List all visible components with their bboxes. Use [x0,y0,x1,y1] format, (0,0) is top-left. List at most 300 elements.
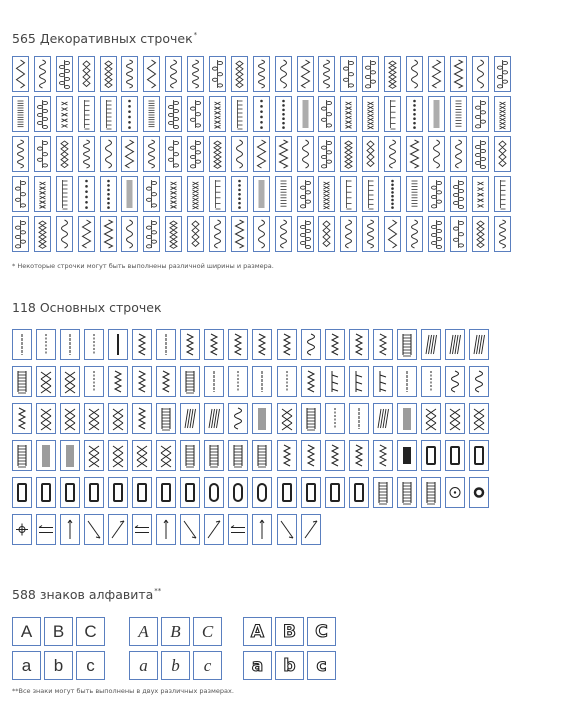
decorative-stitch-cell[interactable] [340,216,357,252]
basic-stitch-cell[interactable] [228,366,248,397]
decorative-stitch-grid [12,56,515,256]
decorative-stitch-cell[interactable] [56,56,73,92]
decorative-stitch-cell[interactable] [231,176,248,212]
letter-cell[interactable]: B [275,617,304,646]
decorative-stitch-cell[interactable] [231,136,248,172]
basic-stitch-cell[interactable] [228,403,248,434]
decorative-stitch-cell[interactable] [143,96,160,132]
letter-cell[interactable]: b [161,651,190,680]
decorative-stitch-cell[interactable] [428,136,445,172]
basic-stitch-cell[interactable] [156,366,176,397]
decorative-stitch-cell[interactable] [100,136,117,172]
decorative-stitch-cell[interactable] [187,176,204,212]
basic-stitch-cell[interactable] [325,366,345,397]
basic-stitch-cell[interactable] [156,403,176,434]
basic-stitch-cell[interactable] [12,440,32,471]
decorative-stitch-cell[interactable] [494,216,511,252]
basic-stitch-cell[interactable] [36,329,56,360]
basic-stitch-cell[interactable] [397,329,417,360]
decorative-stitch-cell[interactable] [121,176,138,212]
decorative-stitch-cell[interactable] [56,96,73,132]
basic-stitch-cell[interactable] [132,329,152,360]
decorative-stitch-cell[interactable] [187,96,204,132]
basic-stitch-cell[interactable] [84,477,104,508]
decorative-stitch-cell[interactable] [34,56,51,92]
keyhole-stitch-icon [229,478,247,507]
scallop-stitch-icon [13,137,28,171]
basic-stitch-cell[interactable] [84,366,104,397]
basic-stitch-cell[interactable] [108,366,128,397]
decorative-stitch-cell[interactable] [318,56,335,92]
decorative-stitch-cell[interactable] [187,136,204,172]
decorative-stitch-cell[interactable] [384,176,401,212]
decorative-stitch-cell[interactable] [100,176,117,212]
basic-stitch-cell[interactable] [180,329,200,360]
decorative-stitch-cell[interactable] [428,216,445,252]
decorative-stitch-cell[interactable] [56,216,73,252]
satin-stitch-icon [13,97,28,131]
decorative-stitch-cell[interactable] [12,216,29,252]
basic-stitch-cell[interactable] [156,329,176,360]
decorative-stitch-cell[interactable] [253,96,270,132]
basic-stitch-cell[interactable] [132,403,152,434]
decorative-stitch-cell[interactable] [12,96,29,132]
basic-stitch-cell[interactable] [397,440,417,471]
basic-stitch-cell[interactable] [252,403,272,434]
decorative-stitch-cell[interactable] [275,96,292,132]
decorative-stitch-cell[interactable] [56,136,73,172]
decorative-stitch-cell[interactable] [209,136,226,172]
decorative-stitch-cell[interactable] [165,176,182,212]
basic-stitch-cell[interactable] [277,329,297,360]
zigzag-stitch-icon [181,330,199,359]
decorative-stitch-cell[interactable] [340,56,357,92]
basic-stitch-cell[interactable] [421,403,441,434]
arc-stitch-icon [446,367,464,396]
decorative-stitch-cell[interactable] [384,216,401,252]
basic-stitch-cell[interactable] [60,477,80,508]
basic-stitch-cell[interactable] [228,514,248,545]
decorative-stitch-cell[interactable] [231,216,248,252]
basic-stitch-cell[interactable] [252,514,272,545]
diamond-stitch-icon [188,217,203,251]
decorative-stitch-cell[interactable] [34,176,51,212]
basic-stitch-cell[interactable] [132,477,152,508]
dots-stitch-icon [101,177,116,211]
decorative-stitch-cell[interactable] [428,176,445,212]
basic-stitch-cell[interactable] [445,440,465,471]
basic-stitch-cell[interactable] [228,440,248,471]
decorative-stitch-cell[interactable] [209,176,226,212]
decorative-stitch-cell[interactable] [143,216,160,252]
basic-stitch-cell[interactable] [36,440,56,471]
basic-stitch-cell[interactable] [84,329,104,360]
basic-stitch-cell[interactable] [397,366,417,397]
decorative-stitch-cell[interactable] [340,96,357,132]
decorative-stitch-cell[interactable] [297,96,314,132]
decorative-stitch-cell[interactable] [406,176,423,212]
basic-stitch-cell[interactable] [325,440,345,471]
diamond-stitch-icon [61,404,79,433]
decorative-stitch-cell[interactable] [450,96,467,132]
decorative-stitch-cell[interactable] [472,216,489,252]
scallop-stitch-icon [429,137,444,171]
basic-stitch-cell[interactable] [445,403,465,434]
decorative-stitch-cell[interactable] [384,136,401,172]
decorative-stitch-cell[interactable] [231,56,248,92]
basic-stitch-cell[interactable] [36,366,56,397]
basic-stitch-cell[interactable] [180,514,200,545]
letter-cell[interactable]: B [44,617,73,646]
decorative-mark: * [193,31,198,39]
letter-cell[interactable]: b [44,651,73,680]
satin-stitch-icon [61,441,79,470]
basic-stitch-cell[interactable] [301,403,321,434]
basic-stitch-cell[interactable] [373,477,393,508]
basic-stitch-cell[interactable] [325,329,345,360]
decorative-stitch-cell[interactable] [56,176,73,212]
basic-stitch-cell[interactable] [277,403,297,434]
basic-stitch-cell[interactable] [228,329,248,360]
decorative-stitch-cell[interactable] [494,136,511,172]
decorative-stitch-cell[interactable] [406,56,423,92]
basic-stitch-cell[interactable] [12,514,32,545]
basic-stitch-cell[interactable] [301,366,321,397]
scallop-stitch-icon [298,137,313,171]
decorative-stitch-cell[interactable] [318,96,335,132]
letter-cell[interactable]: c [193,651,222,680]
decorative-stitch-cell[interactable] [143,136,160,172]
decorative-stitch-cell[interactable] [406,136,423,172]
zigzag-stitch-icon [350,330,368,359]
basic-stitch-cell[interactable] [108,477,128,508]
scallop-stitch-icon [302,330,320,359]
decorative-stitch-cell[interactable] [494,96,511,132]
decorative-stitch-cell[interactable] [297,56,314,92]
basic-stitch-cell[interactable] [421,440,441,471]
bartack-stitch-icon [398,441,416,470]
wave-stitch-icon [254,57,269,91]
decorative-stitch-cell[interactable] [450,136,467,172]
letter-cell[interactable]: A [129,617,158,646]
buttonhole-stitch-icon [350,478,368,507]
decorative-stitch-cell[interactable] [165,216,182,252]
basic-stitch-cell[interactable] [469,366,489,397]
decorative-stitch-cell[interactable] [472,96,489,132]
decorative-stitch-cell[interactable] [209,216,226,252]
basic-stitch-cell[interactable] [421,477,441,508]
basic-stitch-cell[interactable] [228,477,248,508]
letter-cell[interactable]: b [275,651,304,680]
decorative-stitch-cell[interactable] [121,216,138,252]
decorative-stitch-cell[interactable] [318,176,335,212]
letter-cell[interactable]: a [243,651,272,680]
decorative-stitch-cell[interactable] [121,96,138,132]
ladder-stitch-icon [363,177,378,211]
decorative-stitch-cell[interactable] [34,96,51,132]
decorative-stitch-cell[interactable] [275,216,292,252]
basic-stitch-cell[interactable] [108,514,128,545]
flower-stitch-icon [363,57,378,91]
decorative-stitch-cell[interactable] [78,56,95,92]
basic-stitch-cell[interactable] [12,477,32,508]
basic-stitch-cell[interactable] [132,514,152,545]
basic-stitch-cell[interactable] [349,477,369,508]
scallop-stitch-icon [166,57,181,91]
decorative-stitch-cell[interactable] [78,176,95,212]
basic-stitch-cell[interactable] [301,477,321,508]
basic-stitch-cell[interactable] [180,440,200,471]
basic-stitch-cell[interactable] [373,440,393,471]
buttonhole-stitch-icon [109,478,127,507]
basic-stitch-cell[interactable] [36,403,56,434]
basic-stitch-cell[interactable] [204,366,224,397]
decorative-stitch-cell[interactable] [100,56,117,92]
decorative-stitch-cell[interactable] [209,96,226,132]
basic-stitch-cell[interactable] [60,366,80,397]
decorative-stitch-cell[interactable] [12,176,29,212]
basic-stitch-cell[interactable] [277,514,297,545]
decorative-stitch-cell[interactable] [187,216,204,252]
basic-stitch-cell[interactable] [397,403,417,434]
basic-stitch-cell[interactable] [252,329,272,360]
straight-stitch-icon [85,367,103,396]
wave-stitch-icon [229,404,247,433]
decorative-stitch-cell[interactable] [297,176,314,212]
decorative-stitch-cell[interactable] [297,216,314,252]
decorative-stitch-cell[interactable] [275,56,292,92]
basic-stitch-cell[interactable] [132,366,152,397]
decorative-stitch-cell[interactable] [428,96,445,132]
zigzag-stitch-icon [133,367,151,396]
dots-stitch-icon [122,97,137,131]
decorative-stitch-cell[interactable] [253,56,270,92]
decorative-stitch-cell[interactable] [340,176,357,212]
decorative-stitch-cell[interactable] [121,56,138,92]
decorative-stitch-cell[interactable] [472,136,489,172]
decorative-stitch-cell[interactable] [253,216,270,252]
decorative-stitch-cell[interactable] [165,136,182,172]
decorative-stitch-cell[interactable] [209,56,226,92]
decorative-stitch-cell[interactable] [275,136,292,172]
scallop-stitch-icon [451,137,466,171]
letter-cell[interactable]: C [307,617,336,646]
straight-stitch-icon [85,330,103,359]
letter-cell[interactable]: B [161,617,190,646]
zigzag-stitch-icon [374,330,392,359]
decorative-stitch-cell[interactable] [231,96,248,132]
basic-stitch-cell[interactable] [349,329,369,360]
letter-cell[interactable]: c [76,651,105,680]
decorative-stitch-cell[interactable] [165,56,182,92]
diamond-stitch-icon [85,404,103,433]
letter-cell[interactable]: C [76,617,105,646]
basic-stitch-cell[interactable] [156,514,176,545]
flower-stitch-icon [35,137,50,171]
decorative-stitch-cell[interactable] [253,136,270,172]
cross-stitch-icon [278,404,296,433]
decorative-stitch-cell[interactable] [318,136,335,172]
step-stitch-icon [302,441,320,470]
decorative-stitch-cell[interactable] [78,96,95,132]
basic-stitch-cell[interactable] [156,477,176,508]
slant-stitch-icon [422,330,440,359]
decorative-row [12,56,515,92]
letter-cell[interactable]: C [193,617,222,646]
basic-stitch-cell[interactable] [12,403,32,434]
decorative-stitch-cell[interactable] [100,216,117,252]
basic-stitch-cell[interactable] [204,477,224,508]
basic-stitch-cell[interactable] [373,329,393,360]
basic-stitch-cell[interactable] [36,477,56,508]
letter-cell[interactable]: c [307,651,336,680]
basic-stitch-cell[interactable] [445,366,465,397]
basic-stitch-cell[interactable] [277,366,297,397]
basic-stitch-cell[interactable] [84,514,104,545]
basic-stitch-cell[interactable] [156,440,176,471]
decorative-stitch-cell[interactable] [494,56,511,92]
basic-stitch-cell[interactable] [132,440,152,471]
basic-stitch-cell[interactable] [36,514,56,545]
basic-stitch-cell[interactable] [277,440,297,471]
decorative-stitch-cell[interactable] [494,176,511,212]
zigzag-stitch-icon [13,404,31,433]
basic-stitch-cell[interactable] [469,329,489,360]
decorative-stitch-cell[interactable] [78,216,95,252]
letter-cell[interactable]: a [12,651,41,680]
basic-stitch-cell[interactable] [397,477,417,508]
ladder-stitch-icon [181,367,199,396]
basic-stitch-cell[interactable] [277,477,297,508]
decorative-stitch-cell[interactable] [121,136,138,172]
decorative-stitch-cell[interactable] [450,176,467,212]
decorative-stitch-cell[interactable] [100,96,117,132]
cross-stitch-icon [109,441,127,470]
basic-stitch-cell[interactable] [204,403,224,434]
basic-stitch-cell[interactable] [108,403,128,434]
wave-stitch-icon [276,57,291,91]
basic-stitch-cell[interactable] [204,329,224,360]
basic-stitch-cell[interactable] [421,366,441,397]
decorative-stitch-cell[interactable] [450,216,467,252]
decorative-stitch-cell[interactable] [165,96,182,132]
decorative-stitch-cell[interactable] [297,136,314,172]
basic-stitch-cell[interactable] [445,477,465,508]
flower-stitch-icon [13,217,28,251]
basic-stitch-cell[interactable] [349,403,369,434]
basic-stitch-cell[interactable] [108,440,128,471]
buttonhole-stitch-icon [181,478,199,507]
decorative-stitch-cell[interactable] [406,96,423,132]
decorative-stitch-cell[interactable] [384,56,401,92]
satin-stitch-icon [407,177,422,211]
scallop-stitch-icon [319,57,334,91]
diamond-stitch-icon [473,217,488,251]
basic-stitch-cell[interactable] [421,329,441,360]
letter-cell[interactable]: A [12,617,41,646]
basic-stitch-cell[interactable] [469,477,489,508]
decorative-stitch-cell[interactable] [362,136,379,172]
basic-stitch-cell[interactable] [60,440,80,471]
letter-cell[interactable]: a [129,651,158,680]
ladder-stitch-icon [385,97,400,131]
basic-stitch-cell[interactable] [60,514,80,545]
flower-stitch-icon [144,217,159,251]
basic-stitch-cell[interactable] [301,440,321,471]
decorative-stitch-cell[interactable] [362,176,379,212]
decorative-stitch-cell[interactable] [472,176,489,212]
ladder-stitch-icon [157,404,175,433]
decorative-stitch-cell[interactable] [78,136,95,172]
basic-stitch-cell[interactable] [252,477,272,508]
basic-stitch-cell[interactable] [252,440,272,471]
decorative-stitch-cell[interactable] [450,56,467,92]
decorative-stitch-cell[interactable] [12,136,29,172]
arrow-stitch-icon [278,515,296,544]
basic-stitch-cell[interactable] [204,514,224,545]
decorative-stitch-cell[interactable] [318,216,335,252]
basic-stitch-cell[interactable] [469,403,489,434]
decorative-stitch-cell[interactable] [34,216,51,252]
basic-stitch-cell[interactable] [349,366,369,397]
decorative-stitch-cell[interactable] [275,176,292,212]
decorative-stitch-cell[interactable] [187,56,204,92]
decorative-stitch-cell[interactable] [143,176,160,212]
basic-stitch-cell[interactable] [469,440,489,471]
basic-stitch-cell[interactable] [60,403,80,434]
decorative-stitch-cell[interactable] [362,216,379,252]
basic-stitch-cell[interactable] [180,403,200,434]
decorative-stitch-cell[interactable] [362,56,379,92]
buttonhole-stitch-icon [157,478,175,507]
decorative-stitch-cell[interactable] [472,56,489,92]
decorative-stitch-cell[interactable] [253,176,270,212]
decorative-stitch-cell[interactable] [406,216,423,252]
basic-stitch-cell[interactable] [325,403,345,434]
basic-stitch-cell[interactable] [349,440,369,471]
basic-stitch-cell[interactable] [84,440,104,471]
keyhole-stitch-icon [253,478,271,507]
basic-stitch-cell[interactable] [180,477,200,508]
basic-stitch-cell[interactable] [325,477,345,508]
decorative-stitch-cell[interactable] [384,96,401,132]
letter-cell[interactable]: A [243,617,272,646]
straight-stitch-icon [278,367,296,396]
darn-stitch-icon [374,478,392,507]
basic-stitch-cell[interactable] [108,329,128,360]
basic-stitch-cell[interactable] [373,366,393,397]
basic-stitch-cell[interactable] [204,440,224,471]
decorative-stitch-cell[interactable] [143,56,160,92]
basic-stitch-cell[interactable] [445,329,465,360]
basic-stitch-cell[interactable] [252,366,272,397]
decorative-stitch-cell[interactable] [362,96,379,132]
decorative-stitch-cell[interactable] [12,56,29,92]
basic-stitch-cell[interactable] [12,366,32,397]
basic-stitch-cell[interactable] [12,329,32,360]
basic-stitch-cell[interactable] [60,329,80,360]
decorative-stitch-cell[interactable] [428,56,445,92]
decorative-stitch-cell[interactable] [340,136,357,172]
diamond-stitch-icon [341,137,356,171]
decorative-stitch-cell[interactable] [34,136,51,172]
basic-stitch-cell[interactable] [301,514,321,545]
basic-stitch-cell[interactable] [180,366,200,397]
basic-title: Основных строчек [39,300,162,315]
basic-stitch-cell[interactable] [373,403,393,434]
basic-stitch-cell[interactable] [84,403,104,434]
basic-stitch-cell[interactable] [301,329,321,360]
